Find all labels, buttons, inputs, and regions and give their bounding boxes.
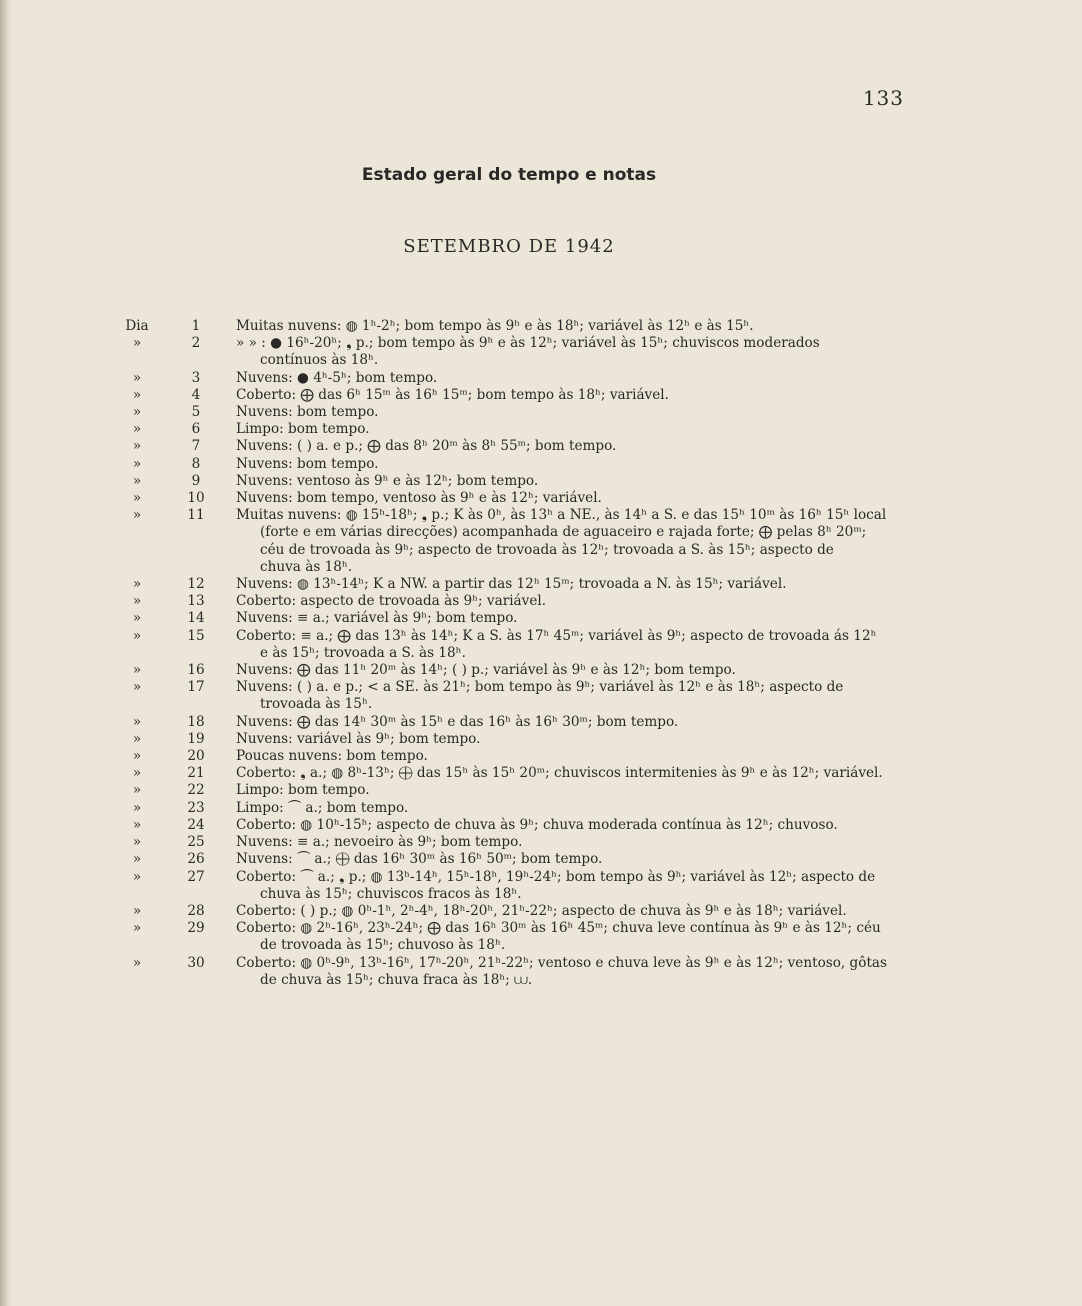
- day-number: 10: [187, 490, 205, 507]
- day-number: 13: [187, 593, 205, 610]
- day-prefix: »: [132, 713, 142, 730]
- note-line: Nuvens: ⏜ a.; ⨁ das 16ʰ 30ᵐ às 16ʰ 50ᵐ; bom tempo.: [236, 851, 603, 868]
- day-prefix: »: [132, 610, 142, 627]
- day-notes: [236, 800, 898, 817]
- day-notes: [236, 679, 898, 713]
- day-number: 7: [191, 438, 201, 455]
- month-heading: SETEMBRO DE 1942: [403, 236, 615, 257]
- note-line: Coberto: ⨁ das 6ʰ 15ᵐ às 16ʰ 15ᵐ; bom tempo às 18ʰ; variável.: [236, 386, 669, 403]
- day-number: 8: [191, 455, 201, 472]
- day-notes: [236, 456, 898, 473]
- day-notes: [236, 920, 898, 954]
- day-entry: [118, 370, 898, 387]
- note-line: Coberto: ( ) p.; ◍ 0ʰ-1ʰ, 2ʰ-4ʰ, 18ʰ-20ʰ, 21ʰ-22ʰ; aspecto de chuva às 9ʰ e às 18ʰ; variável.: [236, 902, 847, 919]
- day-prefix: »: [132, 386, 142, 403]
- day-number: 9: [191, 472, 201, 489]
- day-number: 2: [191, 335, 201, 352]
- day-prefix: »: [132, 421, 142, 438]
- day-notes: [236, 610, 898, 627]
- day-number: 29: [187, 920, 205, 937]
- day-entry: [118, 610, 898, 627]
- day-prefix: »: [132, 404, 142, 421]
- day-notes: [236, 834, 898, 851]
- day-number: 22: [187, 782, 205, 799]
- note-line: trovoada às 15ʰ.: [260, 696, 373, 713]
- day-prefix: »: [132, 868, 142, 885]
- note-line: chuva às 15ʰ; chuviscos fracos às 18ʰ.: [260, 885, 522, 902]
- day-notes: [236, 490, 898, 507]
- day-number: 18: [187, 713, 205, 730]
- note-line: Coberto: ◍ 10ʰ-15ʰ; aspecto de chuva às 9ʰ; chuva moderada contínua às 12ʰ; chuvoso.: [236, 816, 838, 833]
- day-prefix: »: [132, 748, 142, 765]
- note-line: céu de trovoada às 9ʰ; aspecto de trovoada às 12ʰ; trovoada a S. às 15ʰ; aspecto de: [260, 541, 834, 558]
- day-notes: [236, 438, 898, 455]
- day-number: 6: [191, 421, 201, 438]
- day-number: 12: [187, 576, 205, 593]
- day-notes: [236, 404, 898, 421]
- day-number: 5: [191, 404, 201, 421]
- day-prefix: »: [132, 834, 142, 851]
- day-entry: [118, 782, 898, 799]
- day-notes: [236, 714, 898, 731]
- note-line: Coberto: ⏜ a.; ❟ p.; ◍ 13ʰ-14ʰ, 15ʰ-18ʰ, 19ʰ-24ʰ; bom tempo às 9ʰ; variável às 12ʰ; aspecto de: [236, 868, 876, 885]
- day-entry: [118, 869, 898, 903]
- note-line: Nuvens: ≡ a.; variável às 9ʰ; bom tempo.: [236, 610, 518, 627]
- note-line: de trovoada às 15ʰ; chuvoso às 18ʰ.: [260, 937, 506, 954]
- day-entry: [118, 903, 898, 920]
- note-line: chuva às 18ʰ.: [260, 558, 353, 575]
- day-prefix: »: [132, 816, 142, 833]
- day-number: 3: [191, 369, 201, 386]
- note-line: Limpo: bom tempo.: [236, 782, 370, 799]
- note-line: Coberto: aspecto de trovoada às 9ʰ; variável.: [236, 593, 547, 610]
- note-line: Nuvens: ( ) a. e p.; < a SE. às 21ʰ; bom tempo às 9ʰ; variável às 12ʰ e às 18ʰ; aspecto de: [236, 679, 844, 696]
- day-entry: [118, 421, 898, 438]
- note-line: Nuvens: ventoso às 9ʰ e às 12ʰ; bom tempo.: [236, 472, 539, 489]
- page-spine-shadow: [0, 0, 12, 1306]
- day-prefix: »: [132, 902, 142, 919]
- day-entry: [118, 920, 898, 954]
- note-line: Nuvens: ◍ 13ʰ-14ʰ; K a NW. a partir das 12ʰ 15ᵐ; trovoada a N. às 15ʰ; variável.: [236, 576, 787, 593]
- day-notes: [236, 593, 898, 610]
- day-entry: [118, 662, 898, 679]
- day-notes: [236, 628, 898, 662]
- day-number: 19: [187, 730, 205, 747]
- day-notes: [236, 335, 898, 369]
- day-entry: [118, 834, 898, 851]
- day-number: 27: [187, 868, 205, 885]
- day-prefix: »: [132, 335, 142, 352]
- day-notes: [236, 869, 898, 903]
- day-entry: [118, 473, 898, 490]
- day-entry: [118, 490, 898, 507]
- note-line: Nuvens: bom tempo.: [236, 455, 379, 472]
- day-notes: [236, 473, 898, 490]
- day-prefix: »: [132, 507, 142, 524]
- day-number: 21: [187, 765, 205, 782]
- day-entry: [118, 714, 898, 731]
- day-prefix: »: [132, 954, 142, 971]
- day-number: 25: [187, 834, 205, 851]
- day-entry: [118, 851, 898, 868]
- note-line: de chuva às 15ʰ; chuva fraca às 18ʰ; ⩊.: [260, 971, 533, 988]
- day-prefix: »: [132, 730, 142, 747]
- note-line: Limpo: ⏜ a.; bom tempo.: [236, 799, 409, 816]
- note-line: Muitas nuvens: ◍ 15ʰ-18ʰ; ❟ p.; K às 0ʰ, às 13ʰ a NE., às 14ʰ a S. e das 15ʰ 10ᵐ às 16ʰ 15ʰ local: [236, 507, 887, 524]
- day-entry: [118, 318, 898, 335]
- day-entry: [118, 955, 898, 989]
- day-prefix: »: [132, 438, 142, 455]
- note-line: Coberto: ❟ a.; ◍ 8ʰ-13ʰ; ⨁ das 15ʰ às 15ʰ 20ᵐ; chuviscos intermitenies às 9ʰ e às 12ʰ; variável.: [236, 765, 883, 782]
- day-entry: [118, 800, 898, 817]
- day-entry: [118, 456, 898, 473]
- day-number: 4: [191, 386, 201, 403]
- day-entry: [118, 576, 898, 593]
- day-prefix: »: [132, 679, 142, 696]
- day-number: 24: [187, 816, 205, 833]
- day-prefix: »: [132, 765, 142, 782]
- day-notes: [236, 765, 898, 782]
- day-entry: [118, 404, 898, 421]
- daily-entries-list: [118, 318, 898, 989]
- note-line: Coberto: ◍ 0ʰ-9ʰ, 13ʰ-16ʰ, 17ʰ-20ʰ, 21ʰ-22ʰ; ventoso e chuva leve às 9ʰ e às 12ʰ; ventoso, gôtas: [236, 954, 887, 971]
- day-notes: [236, 782, 898, 799]
- day-number: 26: [187, 851, 205, 868]
- note-line: Nuvens: bom tempo.: [236, 404, 379, 421]
- note-line: contínuos às 18ʰ.: [260, 352, 379, 369]
- day-entry: [118, 817, 898, 834]
- day-prefix: »: [132, 851, 142, 868]
- day-prefix: »: [132, 799, 142, 816]
- note-line: Limpo: bom tempo.: [236, 421, 370, 438]
- day-number: 20: [187, 748, 205, 765]
- day-entry: [118, 765, 898, 782]
- day-entry: [118, 593, 898, 610]
- page-title: Estado geral do tempo e notas: [361, 165, 657, 185]
- note-line: Nuvens: ⨁ das 14ʰ 30ᵐ às 15ʰ e das 16ʰ às 16ʰ 30ᵐ; bom tempo.: [236, 713, 679, 730]
- day-entry: [118, 438, 898, 455]
- note-line: (forte e em várias direcções) acompanhada de aguaceiro e rajada forte; ⨁ pelas 8ʰ 20ᵐ;: [260, 524, 867, 541]
- day-prefix: »: [132, 627, 142, 644]
- day-number: 30: [187, 954, 205, 971]
- day-notes: [236, 576, 898, 593]
- page-number: 133: [862, 86, 904, 110]
- note-line: » » : ● 16ʰ-20ʰ; ❟ p.; bom tempo às 9ʰ e às 12ʰ; variável às 15ʰ; chuviscos moderados: [236, 335, 820, 352]
- day-entry: [118, 387, 898, 404]
- note-line: Coberto: ◍ 2ʰ-16ʰ, 23ʰ-24ʰ; ⨁ das 16ʰ 30ᵐ às 16ʰ 45ᵐ; chuva leve contínua às 9ʰ e às 12ʰ; céu: [236, 920, 881, 937]
- day-prefix: »: [132, 490, 142, 507]
- day-entry: [118, 679, 898, 713]
- note-line: e às 15ʰ; trovoada a S. às 18ʰ.: [260, 644, 466, 661]
- day-notes: [236, 851, 898, 868]
- day-prefix: »: [132, 455, 142, 472]
- day-number: 16: [187, 662, 205, 679]
- day-number: 15: [187, 627, 205, 644]
- note-line: Nuvens: variável às 9ʰ; bom tempo.: [236, 730, 481, 747]
- day-prefix: »: [132, 662, 142, 679]
- day-notes: [236, 318, 898, 335]
- day-notes: [236, 955, 898, 989]
- day-entry: [118, 507, 898, 576]
- day-prefix: »: [132, 369, 142, 386]
- day-number: 14: [187, 610, 205, 627]
- day-prefix: »: [132, 593, 142, 610]
- day-entry: [118, 628, 898, 662]
- note-line: Poucas nuvens: bom tempo.: [236, 748, 428, 765]
- day-entry: [118, 748, 898, 765]
- day-notes: [236, 387, 898, 404]
- day-notes: [236, 731, 898, 748]
- note-line: Coberto: ≡ a.; ⨁ das 13ʰ às 14ʰ; K a S. às 17ʰ 45ᵐ; variável às 9ʰ; aspecto de trovoada ás 12ʰ: [236, 627, 877, 644]
- note-line: Muitas nuvens: ◍ 1ʰ-2ʰ; bom tempo às 9ʰ e às 18ʰ; variável às 12ʰ e às 15ʰ.: [236, 318, 754, 334]
- note-line: Nuvens: ⨁ das 11ʰ 20ᵐ às 14ʰ; ( ) p.; variável às 9ʰ e às 12ʰ; bom tempo.: [236, 662, 736, 679]
- day-notes: [236, 507, 898, 576]
- day-prefix: Dia: [125, 318, 149, 334]
- day-number: 23: [187, 799, 205, 816]
- day-number: 1: [191, 318, 201, 334]
- note-line: Nuvens: ● 4ʰ-5ʰ; bom tempo.: [236, 369, 438, 386]
- day-number: 17: [187, 679, 205, 696]
- note-line: Nuvens: ( ) a. e p.; ⨁ das 8ʰ 20ᵐ às 8ʰ 55ᵐ; bom tempo.: [236, 438, 617, 455]
- note-line: Nuvens: ≡ a.; nevoeiro às 9ʰ; bom tempo.: [236, 834, 523, 851]
- day-notes: [236, 421, 898, 438]
- day-prefix: »: [132, 782, 142, 799]
- day-prefix: »: [132, 472, 142, 489]
- day-entry: [118, 731, 898, 748]
- day-entry: [118, 335, 898, 369]
- day-notes: [236, 817, 898, 834]
- day-notes: [236, 748, 898, 765]
- day-notes: [236, 662, 898, 679]
- day-number: 28: [187, 902, 205, 919]
- day-prefix: »: [132, 576, 142, 593]
- day-number: 11: [187, 507, 205, 524]
- day-notes: [236, 903, 898, 920]
- day-notes: [236, 370, 898, 387]
- day-prefix: »: [132, 920, 142, 937]
- note-line: Nuvens: bom tempo, ventoso às 9ʰ e às 12ʰ; variável.: [236, 490, 602, 507]
